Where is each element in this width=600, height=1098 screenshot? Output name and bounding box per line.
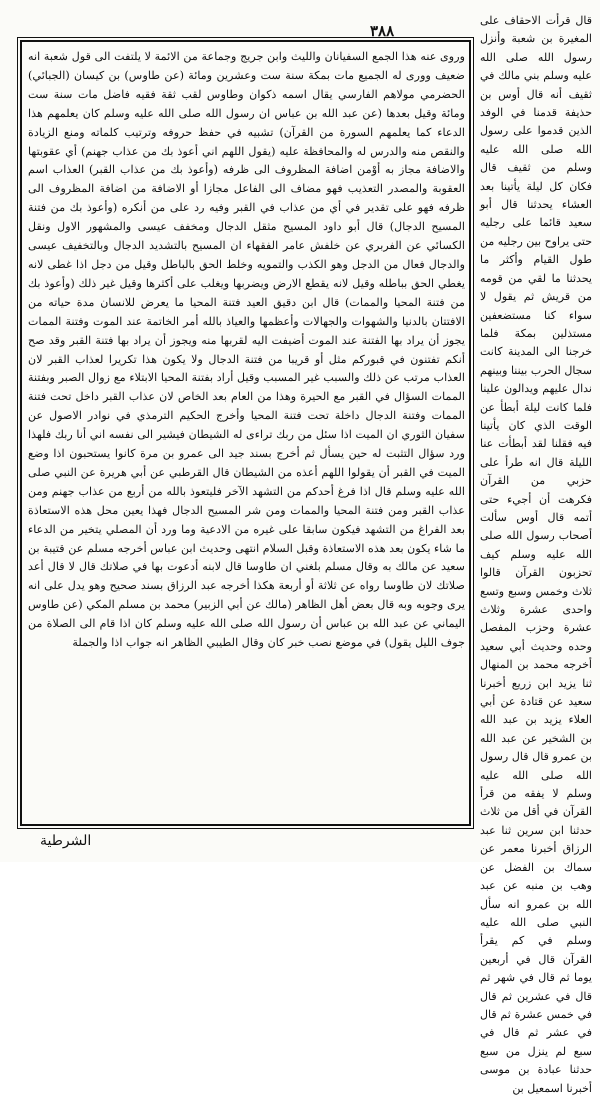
catchword: الشرطية xyxy=(40,833,92,849)
page-number: ٣٨٨ xyxy=(370,22,395,40)
margin-commentary: قال قرأت الاحقاف على المغيرة بن شعبة وأنزل رسول الله صلى الله عليه وسلم بني مالك في ثقيف أنه قال أوس بن حذيفة قدمنا في الوفد الذين قدموا على رسول الله صلى الله عليه وسلم من ثقيف قال فكان كل ليلة يأتينا بعد العشاء يحدثنا قال أبو سعيد قائما على رجليه حتى يراوح بين رجليه من طول القيام وأكثر ما يحدثنا ما لقي من قومه من قريش ثم يقول لا سواء كنا مستضعفين مستذلين بمكة فلما خرجنا الى المدينة كانت سجال الحرب بيننا وبينهم ندال عليهم ويدالون علينا فلما كانت ليلة أبطأ عن الوقت الذي كان يأتينا فيه فقلنا لقد أبطأت عنا الليلة قال انه طرأ على حزبي من القرآن فكرهت أن أجيء حتى أتمه قال أوس سألت أصحاب رسول الله صلى الله عليه وسلم كيف تحزبون القرآن قالوا ثلاث وخمس وسبع وتسع واحدى عشرة وثلاث عشرة وحزب المفصل وحده وحديث أبي سعيد أخرجه محمد بن المنهال ثنا يزيد ابن زريع أخبرنا سعيد عن قتادة عن أبي العلاء يزيد بن عبد الله بن الشخير عن عبد الله بن عمرو قال قال رسول الله صلى الله عليه وسلم لا يفقه من قرأ القرآن في أقل من ثلاث حدثنا ابن سرين ثنا عبد الرزاق أخبرنا معمر عن سماك بن الفضل عن وهب بن منبه عن عبد الله بن عمرو انه سأل النبي صلى الله عليه وسلم في كم يقرأ القرآن قال في أربعين يوما ثم قال في شهر ثم قال في عشرين ثم قال في خمس عشرة ثم قال في عشر ثم قال في سبع لم ينزل من سبع حدثنا عبادة بن موسى أخبرنا اسمعيل بن xyxy=(480,14,592,1095)
main-text-body: وروى عنه هذا الجمع السفيانان والليث وابن جريج وجماعة من الائمة لا يلتفت الى قول شعبة انه ضعيف وورى له الجميع مات بمكة سنة ست وعشرين ومائة (عن طاوس) بن كيسان (الجبائي) الحضرمي مولاهم الفارسي يقال اسمه ذكوان وطاوس لقب ثقة فقيه فاضل مات سنة ست ومائة وقيل بعدها (عن عبد الله بن عباس ان رسول الله صلى الله عليه وسلم كان يعلمهم هذا الدعاء كما يعلمهم السورة من القرآن) تشبيه في حفظ حروفه وترتيب كلماته ومنع الزيادة والنقص منه والدرس له والمحافظة عليه (يقول اللهم اني أعوذ بك من عذاب جهنم) أي عقوبتها والاضافة مجاز به أوْمن اضافة المظروف الى ظرفه (وأعوذ بك من عذاب القبر) العذاب اسم العقوبة والمصدر التعذيب فهو مضاف الى الفاعل مجازا أو الاضافة من اضافة المظروف الى ظرفه فهو على تقدير في أي من عذاب في القبر وفيه رد على من أنكره (وأعوذ بك من فتنة المسيح الدجال) قال أبو داود المسيح مثقل الدجال ومخفف عيسى والمشهور الاول ونقل الكسائي عن الفربري عن خلفش عامر الفقهاء ان المسيح بالتشديد الدجال وبالتخفيف عيسى والدجال فعال من الدجل وهو الكذب والتمويه وخلط الحق بالباطل وقيل من دجل اذا غطى لانه يغطي الحق بباطله وقيل لانه يقطع الارض ويضربها ويغلب على أكثرها وقيل غير ذلك (وأعوذ بك من فتنة المحيا والممات) قال ابن دقيق العيد فتنة المحيا ما يعرض للانسان مدة حياته من الافتتان بالدنيا والشهوات والجهالات وأعظمها والعياذ بالله أمر الخاتمة عند الموت وفتنة الممات يجوز أن يراد بها الفتنة عند الموت أضيفت اليه لقربها منه ويجوز أن يراد بها فتنة القبر وقد صح أنكم تفتنون في قبوركم مثل أو قريبا من فتنة الدجال ولا يكون هذا تكريرا لعذاب القبر لان العذاب مرتب عن ذلك والسبب غير المسبب وقيل أراد بفتنة المحيا الابتلاء مع زوال الصبر وبفتنة الممات السؤال في القبر مع الحيرة وهذا من العام بعد الخاص لان عذاب القبر داخل تحت فتنة الممات وفتنة الدجال داخلة تحت فتنة المحيا وأخرج الحكيم الترمذي في نوادر الاصول عن سفيان الثوري ان الميت اذا سئل من ربك تراءى له الشيطان فيشير الى نفسه اني أنا ربك فلهذا ورد سؤال التثبت له حين يسأل ثم أخرج بسند جيد الى عمرو بن مرة كانوا يستحبون اذا وضع الميت في القبر أن يقولوا اللهم أعذه من الشيطان قال القرطبي عن أبي هريرة عن النبي صلى الله عليه وسلم قال اذا فرغ أحدكم من التشهد الآخر فليتعوذ بالله من أربع من عذاب جهنم ومن عذاب القبر ومن فتنة المحيا والممات ومن شر المسيح الدجال فهذا يعين محل هذه الاستعاذة بعد الفراغ من التشهد فيكون سابقا على غيره من الادعية وما ورد أن المصلي يتخير من الدعاء ما شاء يكون بعد هذه الاستعاذة وقبل السلام انتهى وحديث ابن عباس أخرجه مسلم عن قتيبة بن سعيد عن مالك به وقال مسلم بلغني ان طاوسا قال لابنه أدعوت بها في صلاتك قال لا قال أعد صلاتك لان طاوسا رواه عن ثلاثة أو أربعة هكذا أخرجه عبد الرزاق بسند صحيح وهو يدل على انه يرى وجوبه وبه قال بعض أهل الظاهر (مالك عن أبي الزبير) محمد بن مسلم المكي (عن طاوس اليماني عن عبد الله بن عباس أن رسول الله صلى الله عليه وسلم كان اذا قام الى الصلاة من جوف الليل يقول) في موضع نصب خبر كان وقال الطيبي الظاهر انه جواب اذا والجملة xyxy=(28,50,465,650)
